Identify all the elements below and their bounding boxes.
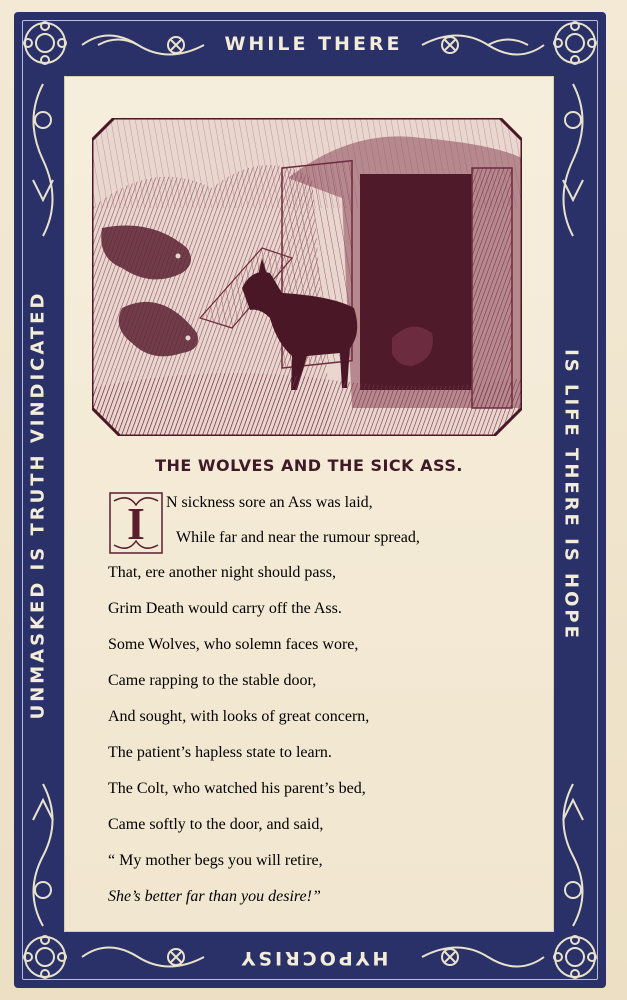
border-text-right: IS LIFE THERE IS HOPE	[560, 349, 582, 641]
poem-line-5: Some Wolves, who solemn faces wore,	[108, 636, 359, 653]
scroll-ornament-left-upper-icon	[20, 80, 66, 240]
poem-line-1: N sickness sore an Ass was laid,	[166, 494, 373, 511]
poem-line-8: The patient’s hapless state to learn.	[108, 744, 332, 761]
scroll-ornament-right-upper-icon	[550, 80, 596, 240]
border-text-top: WHILE THERE	[224, 33, 403, 55]
poem-line-6: Came rapping to the stable door,	[108, 672, 317, 689]
poem-line-4: Grim Death would carry off the Ass.	[108, 600, 342, 617]
drop-cap-letter	[108, 491, 164, 555]
border-text-left: UNMASKED IS TRUTH VINDICATED	[27, 290, 49, 720]
poem-line-12: She’s better far than you desire!”	[108, 888, 321, 905]
poem-line-11: “ My mother begs you will retire,	[108, 852, 323, 869]
scroll-ornament-left-lower-icon	[20, 780, 66, 930]
drop-cap-text: I	[127, 498, 145, 549]
poem-line-2: While far and near the rumour spread,	[176, 529, 420, 546]
poem-line-7: And sought, with looks of great concern,	[108, 708, 370, 725]
border-text-bottom: HYPOCRISY	[238, 947, 389, 969]
scroll-ornament-right-lower-icon	[550, 780, 596, 930]
fable-title: THE WOLVES AND THE SICK ASS.	[155, 456, 463, 475]
poem-line-9: The Colt, who watched his parent’s bed,	[108, 780, 366, 797]
engraving-wolves-and-ass-icon	[92, 118, 522, 436]
poem-line-10: Came softly to the door, and said,	[108, 816, 324, 833]
poem-line-3: That, ere another night should pass,	[108, 564, 336, 581]
